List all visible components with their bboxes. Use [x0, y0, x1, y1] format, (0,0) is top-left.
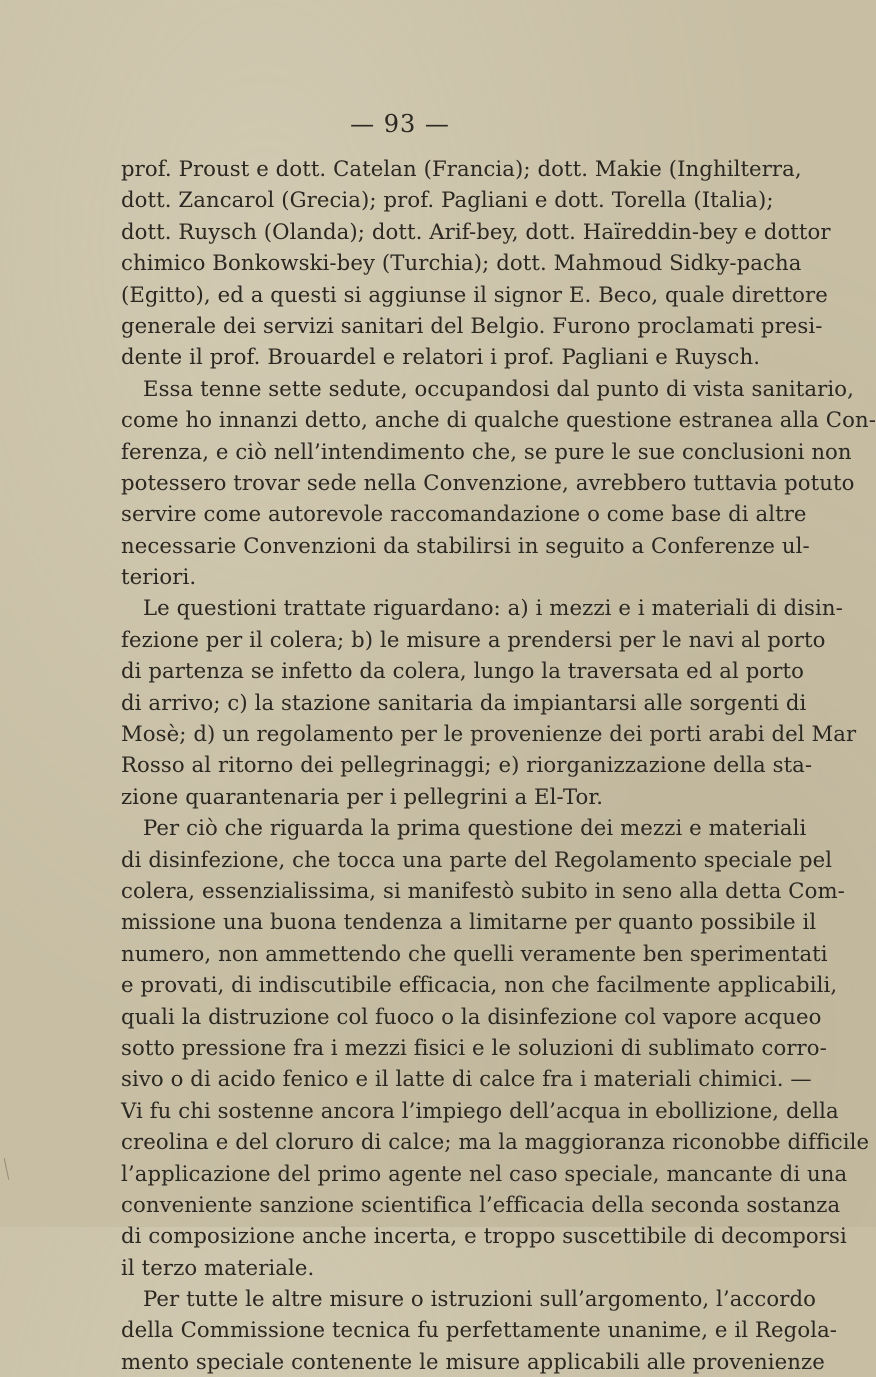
text-line: di arrivo; c) la stazione sanitaria da impiantarsi alle sorgenti di — [121, 689, 807, 715]
text-line: Per ciò che riguarda la prima questione dei mezzi e materiali — [143, 815, 807, 841]
body-text — [121, 153, 876, 1377]
text-line: dente il prof. Brouardel e relatori i prof. Pagliani e Ruysch. — [121, 344, 761, 370]
text-line: potessero trovar sede nella Convenzione, avrebbero tuttavia potuto — [121, 469, 855, 495]
text-line: zione quarantenaria per i pellegrini a El-Tor. — [121, 783, 604, 809]
text-line: dott. Zancarol (Grecia); prof. Pagliani e dott. Torella (Italia); — [121, 187, 774, 213]
text-line: numero, non ammettendo che quelli veramente ben sperimentati — [121, 940, 828, 966]
text-line: teriori. — [121, 564, 197, 590]
text-line: ferenza, e ciò nell’intendimento che, se pure le sue conclusioni non — [121, 438, 852, 464]
page-number: — 93 — — [350, 110, 450, 138]
text-line: chimico Bonkowski-bey (Turchia); dott. Mahmoud Sidky-pacha — [121, 250, 802, 276]
text-line: necessarie Convenzioni da stabilirsi in seguito a Conferenze ul- — [121, 532, 810, 558]
text-line: prof. Proust e dott. Catelan (Francia); dott. Makie (Inghilterra, — [121, 156, 802, 181]
text-line: Rosso al ritorno dei pellegrinaggi; e) riorganizzazione della sta- — [121, 752, 813, 778]
text-line: missione una buona tendenza a limitarne per quanto possibile il — [121, 909, 817, 935]
text-line: di disinfezione, che tocca una parte del Regolamento speciale pel — [121, 846, 833, 872]
text-line: l’applicazione del primo agente nel caso speciale, mancante di una — [121, 1160, 848, 1186]
margin-mark — [4, 1158, 10, 1180]
text-line: Le questioni trattate riguardano: a) i mezzi e i materiali di disin- — [143, 595, 843, 621]
text-line: Vi fu chi sostenne ancora l’impiego dell’acqua in ebollizione, della — [121, 1097, 839, 1123]
text-line: generale dei servizi sanitari del Belgio. Furono proclamati presi- — [121, 312, 823, 338]
text-line: colera, essenzialissima, si manifestò subito in seno alla detta Com- — [121, 877, 845, 903]
text-line: e provati, di indiscutibile efficacia, non che facilmente applicabili, — [121, 972, 838, 998]
text-line: di partenza se infetto da colera, lungo la traversata ed al porto — [121, 658, 804, 684]
text-line: il terzo materiale. — [121, 1254, 315, 1280]
text-line: dott. Ruysch (Olanda); dott. Arif-bey, dott. Haïreddin-bey e dottor — [121, 218, 831, 244]
text-line: della Commissione tecnica fu perfettamente unanime, e il Regola- — [121, 1317, 838, 1343]
text-line: sotto pressione fra i mezzi fisici e le soluzioni di sublimato corro- — [121, 1034, 827, 1060]
text-line: come ho innanzi detto, anche di qualche questione estranea alla Con- — [121, 407, 876, 433]
text-line: conveniente sanzione scientifica l’efficacia della seconda sostanza — [121, 1191, 841, 1217]
text-line: quali la distruzione col fuoco o la disinfezione col vapore acqueo — [121, 1003, 822, 1029]
text-line: Per tutte le altre misure o istruzioni sull’argomento, l’accordo — [143, 1286, 816, 1312]
text-line: creolina e del cloruro di calce; ma la maggioranza riconobbe difficile — [121, 1129, 870, 1155]
text-line: Essa tenne sette sedute, occupandosi dal punto di vista sanitario, — [143, 375, 854, 401]
text-line: sivo o di acido fenico e il latte di calce fra i materiali chimici. — — [121, 1066, 812, 1092]
text-line: (Egitto), ed a questi si aggiunse il signor E. Beco, quale direttore — [121, 281, 828, 307]
text-line: Mosè; d) un regolamento per le provenienze dei porti arabi del Mar — [121, 721, 857, 747]
text-line: di composizione anche incerta, e troppo suscettibile di decomporsi — [121, 1223, 847, 1249]
text-line: fezione per il colera; b) le misure a prendersi per le navi al porto — [121, 626, 826, 652]
text-line: mento speciale contenente le misure applicabili alle provenienze — [121, 1348, 825, 1374]
text-line: servire come autorevole raccomandazione o come base di altre — [121, 501, 807, 527]
